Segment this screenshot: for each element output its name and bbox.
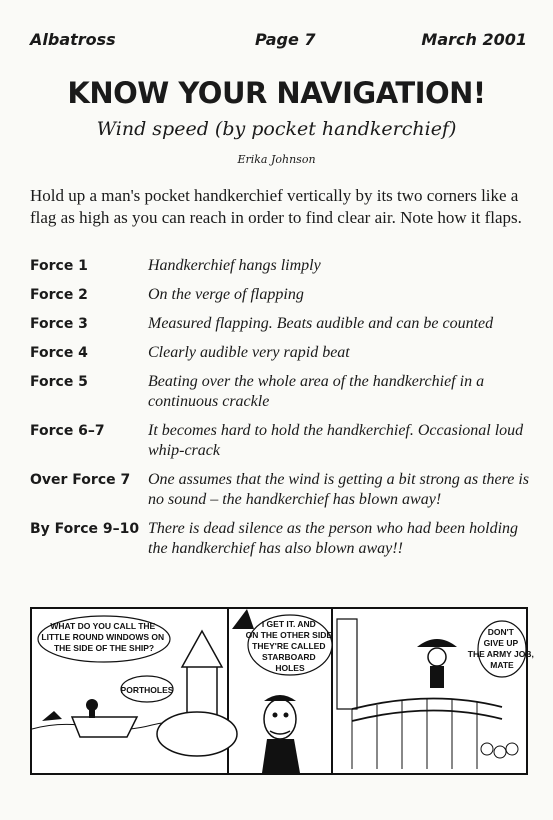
eye [284,713,289,718]
character-hat [264,695,296,701]
force-description: Handkerchief hangs limply [148,257,321,274]
force-description: Measured flapping. Beats audible and can be counted [148,315,494,332]
force-label: By Force 9–10 [30,521,140,537]
eye [273,713,278,718]
tower-roof [232,609,254,629]
speech-text: I GET IT. AND ON THE OTHER SIDE THEY'RE CALLED STARBOARD HOLES [245,619,333,673]
speech-text: WHAT DO YOU CALL THE LITTLE ROUND WINDOWS ON THE SIDE OF THE SHIP? [41,621,165,653]
crowd-head [494,746,506,758]
cartoon-strip [30,607,534,775]
article-byline: Erika Johnson [237,153,316,166]
force-scale-list [30,256,530,568]
force-label: Over Force 7 [30,472,131,488]
tower [187,664,217,719]
force-label: Force 2 [30,287,88,303]
character-head [264,699,296,739]
page-header [30,30,527,52]
force-label: Force 6–7 [30,423,105,439]
speech-text: PORTHOLES [120,685,174,695]
cartoon-panel-3 [337,619,536,769]
castle-base [157,712,237,756]
scale-row [30,343,530,363]
force-label: Force 4 [30,345,88,361]
cartoon-panel-1 [32,616,237,756]
scale-row [30,372,530,412]
scale-row [30,421,530,461]
pirate-hat [417,639,457,647]
cartoon-panel-2 [232,609,334,773]
tower-roof [182,631,222,667]
page-number: Page 7 [255,30,316,49]
crowd-head [481,743,493,755]
force-description: It becomes hard to hold the handkerchief. Occasional loud whip-crack [148,422,524,459]
force-description: On the verge of flapping [148,286,304,303]
force-label: Force 1 [30,258,88,274]
figure-body [89,710,95,718]
crowd-head [506,743,518,755]
article-intro: Hold up a man's pocket handkerchief vertically by its two corners like a flag as high as you can reach in order to find clear air. Note how it flaps. [30,186,522,227]
force-label: Force 3 [30,316,88,332]
ship-posts [352,699,477,769]
scale-row [30,256,530,276]
scale-row [30,314,530,334]
cartoon-drawing [32,609,534,773]
publication-name: Albatross [30,30,116,49]
scale-row [30,519,530,559]
speech-text: DON'T GIVE UP THE ARMY JOB, MATE [467,627,534,670]
force-description: One assumes that the wind is getting a bit strong as there is no sound – the handkerchief has blown away! [148,471,530,508]
scale-row [30,470,530,510]
force-label: Force 5 [30,374,88,390]
figure-head [86,699,98,711]
article-headline: KNOW YOUR NAVIGATION! [67,76,486,110]
scale-row [30,285,530,305]
force-description: There is dead silence as the person who had been holding the handkerchief has also blown away!! [148,520,519,557]
force-description: Clearly audible very rapid beat [148,344,350,361]
pirate-body [430,666,444,688]
article-subtitle: Wind speed (by pocket handkerchief) [96,118,457,140]
boat [72,717,137,737]
pirate-head [428,648,446,666]
character-body [262,739,300,773]
rock [42,711,62,721]
tower [337,619,357,709]
issue-date: March 2001 [421,30,527,49]
force-description: Beating over the whole area of the handkerchief in a continuous crackle [148,373,485,410]
